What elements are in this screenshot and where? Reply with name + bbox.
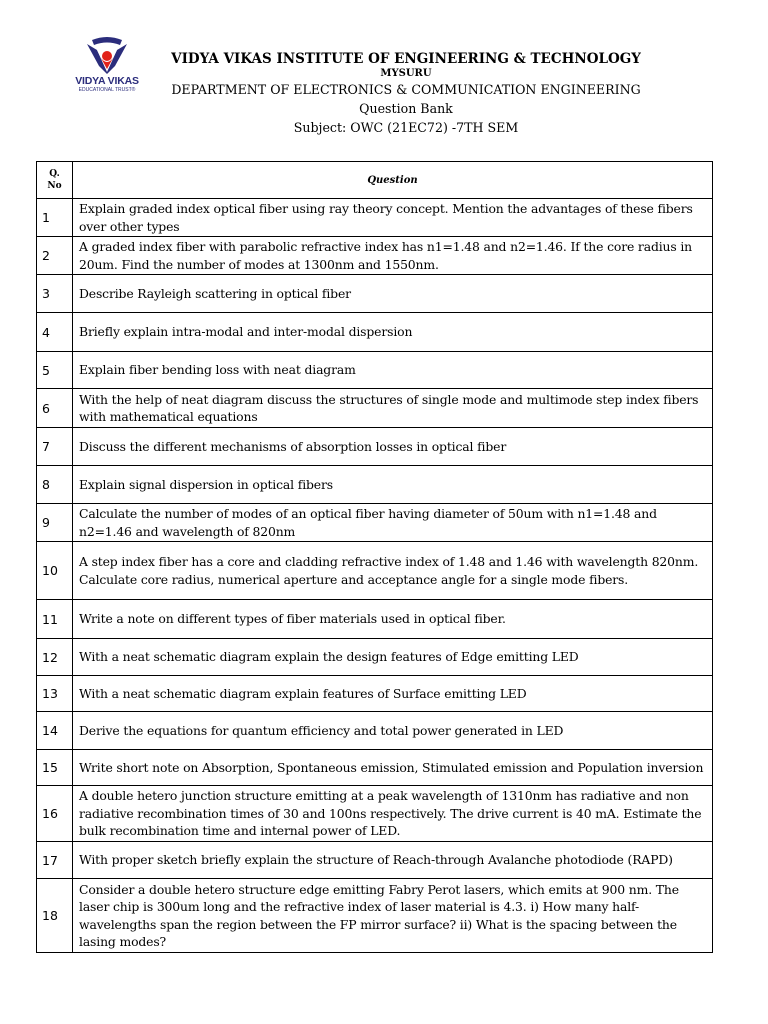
table-row xyxy=(37,313,713,352)
institute-city: MYSURU xyxy=(380,68,432,79)
institute-name: VIDYA VIKAS INSTITUTE OF ENGINEERING & TECHNOLOGY xyxy=(171,51,641,67)
question-text: Discuss the different mechanisms of absorption losses in optical fiber xyxy=(73,428,713,466)
question-number: 17 xyxy=(37,842,73,879)
table-row xyxy=(37,237,713,275)
question-number: 13 xyxy=(37,676,73,712)
table-row xyxy=(37,199,713,237)
question-text: Derive the equations for quantum efficiency and total power generated in LED xyxy=(73,712,713,750)
table-row xyxy=(37,466,713,504)
question-text: Briefly explain intra-modal and inter-modal dispersion xyxy=(73,313,713,352)
table-row xyxy=(37,542,713,600)
question-text: With a neat schematic diagram explain features of Surface emitting LED xyxy=(73,676,713,712)
table-row xyxy=(37,750,713,786)
question-number: 1 xyxy=(37,199,73,237)
subject-line: Subject: OWC (21EC72) -7TH SEM xyxy=(293,120,519,135)
question-text: Calculate the number of modes of an optical fiber having diameter of 50um with n1=1.48 and n2=1.46 and wavelength of 820nm xyxy=(73,504,713,542)
question-number: 4 xyxy=(37,313,73,352)
question-text: Describe Rayleigh scattering in optical fiber xyxy=(73,275,713,313)
question-text: Write a note on different types of fiber materials used in optical fiber. xyxy=(73,600,713,639)
department-name: DEPARTMENT OF ELECTRONICS & COMMUNICATION ENGINEERING xyxy=(171,82,641,97)
question-text: With a neat schematic diagram explain the design features of Edge emitting LED xyxy=(73,639,713,676)
question-number: 8 xyxy=(37,466,73,504)
question-number: 11 xyxy=(37,600,73,639)
document-header xyxy=(0,50,768,137)
question-number: 3 xyxy=(37,275,73,313)
table-row xyxy=(37,842,713,879)
question-table xyxy=(36,161,713,953)
question-number-header: Q. No xyxy=(37,162,73,199)
table-row xyxy=(37,389,713,428)
question-number: 14 xyxy=(37,712,73,750)
question-number: 18 xyxy=(37,879,73,953)
table-row xyxy=(37,275,713,313)
table-row xyxy=(37,352,713,389)
question-header: Question xyxy=(73,162,713,199)
question-text: Write short note on Absorption, Spontaneous emission, Stimulated emission and Population inversion xyxy=(73,750,713,786)
question-text: Explain signal dispersion in optical fibers xyxy=(73,466,713,504)
question-number: 10 xyxy=(37,542,73,600)
logo-name: VIDYA VIKAS xyxy=(75,75,139,87)
question-text: With the help of neat diagram discuss the structures of single mode and multimode step index fibers with mathematical equations xyxy=(73,389,713,428)
question-number: 5 xyxy=(37,352,73,389)
table-row xyxy=(37,600,713,639)
table-row xyxy=(37,504,713,542)
table-row xyxy=(37,428,713,466)
logo-subtitle: EDUCATIONAL TRUST® xyxy=(78,87,136,93)
question-number: 6 xyxy=(37,389,73,428)
question-text: Explain fiber bending loss with neat diagram xyxy=(73,352,713,389)
question-text: With proper sketch briefly explain the structure of Reach-through Avalanche photodiode (RAPD) xyxy=(73,842,713,879)
question-number: 12 xyxy=(37,639,73,676)
question-number: 16 xyxy=(37,786,73,842)
question-number: 9 xyxy=(37,504,73,542)
table-header-row xyxy=(37,162,713,199)
table-row xyxy=(37,712,713,750)
question-number: 7 xyxy=(37,428,73,466)
document-type: Question Bank xyxy=(359,101,453,116)
question-text: Consider a double hetero structure edge emitting Fabry Perot lasers, which emits at 900 nm. The laser chip is 300um long and the refractive index of laser material is 4.3. i) How many half-wavelengths span the region between the FP mirror surface? ii) What is the spacing between the lasing modes? xyxy=(73,879,713,953)
table-row xyxy=(37,639,713,676)
question-number: 15 xyxy=(37,750,73,786)
table-row xyxy=(37,786,713,842)
question-text: A graded index fiber with parabolic refractive index has n1=1.48 and n2=1.46. If the core radius in 20um. Find the number of modes at 1300nm and 1550nm. xyxy=(73,237,713,275)
question-number: 2 xyxy=(37,237,73,275)
table-row xyxy=(37,676,713,712)
question-text: A step index fiber has a core and cladding refractive index of 1.48 and 1.46 with wavelength 820nm. Calculate core radius, numerical aperture and acceptance angle for a single mode fibers. xyxy=(73,542,713,600)
question-text: Explain graded index optical fiber using ray theory concept. Mention the advantages of these fibers over other types xyxy=(73,199,713,237)
table-row xyxy=(37,879,713,953)
question-text: A double hetero junction structure emitting at a peak wavelength of 1310nm has radiative and non radiative recombination times of 30 and 100ns respectively. The drive current is 40 mA. Estimate the bulk recombination time and internal power of LED. xyxy=(73,786,713,842)
